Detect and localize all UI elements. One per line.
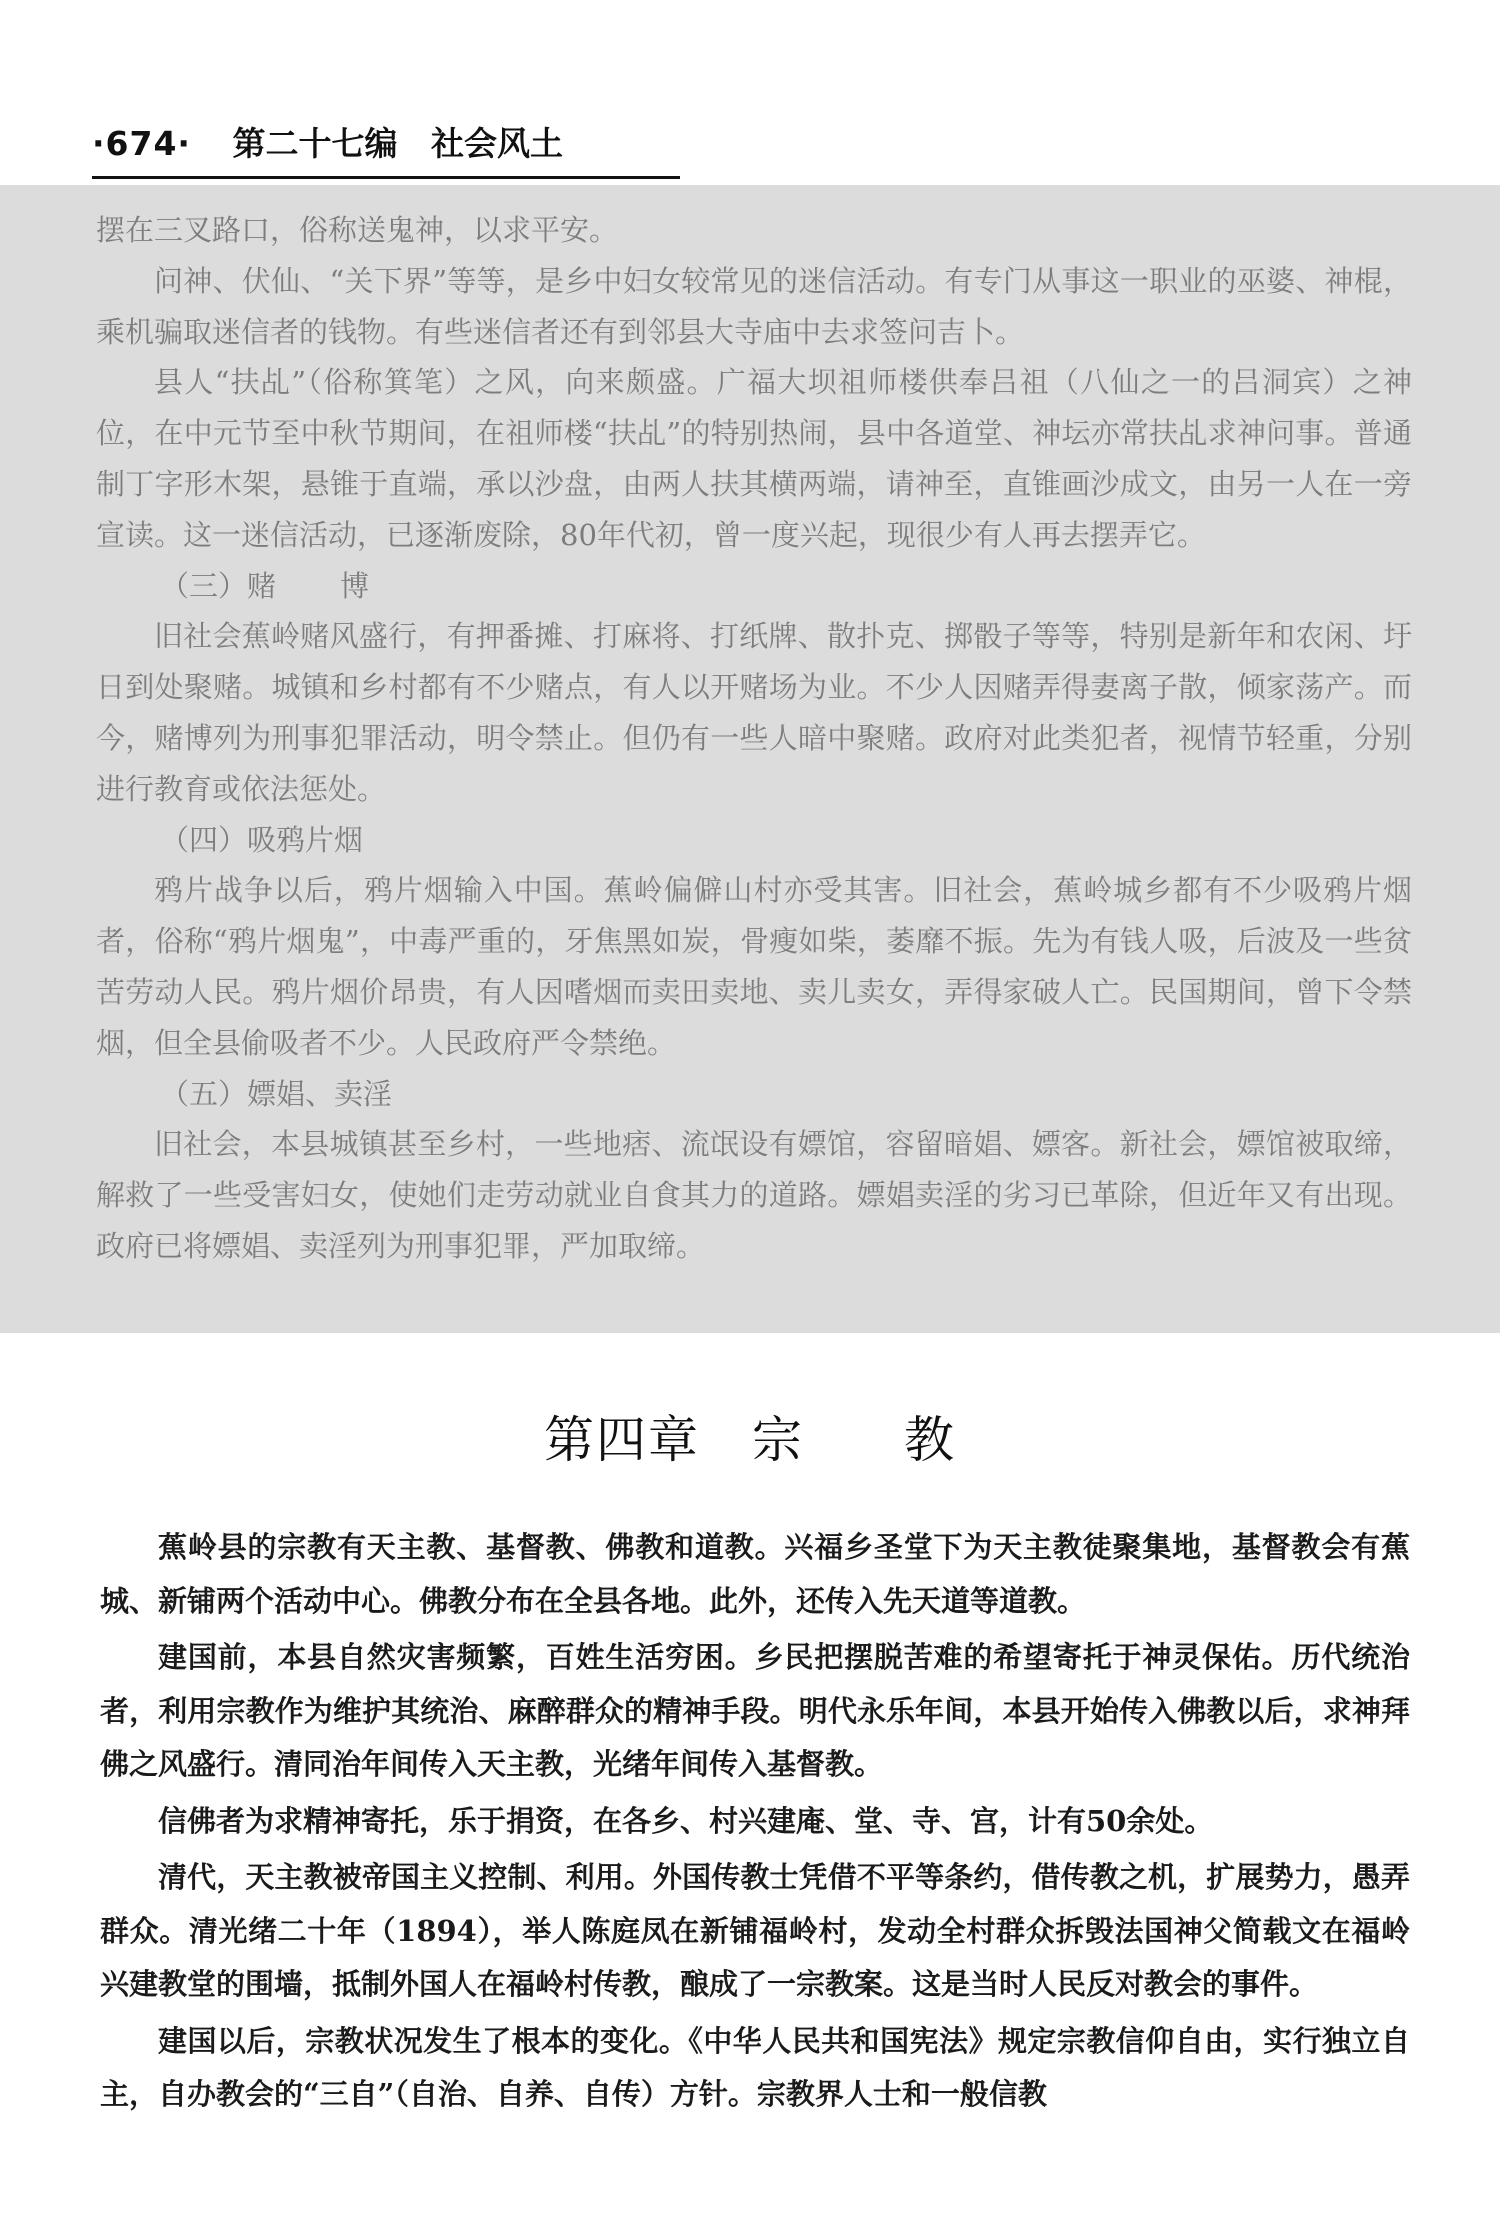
page-number: ·674·	[92, 124, 191, 163]
running-header	[92, 118, 682, 165]
subheading-part: （三）赌	[160, 568, 277, 603]
subheading-part: 博	[340, 568, 370, 603]
section-title: 社会风土	[430, 124, 563, 163]
paragraph: 建国以后，宗教状况发生了根本的变化。《中华人民共和国宪法》规定宗教信仰自由，实行独立自主，自办教会的“三自”（自治、自养、自传）方针。宗教界人士和一般信教	[100, 2023, 1410, 2111]
part-title: 第二十七编	[232, 124, 398, 163]
paragraph: 县人“扶乩”（俗称箕笔）之风，向来颇盛。广福大坝祖师楼供奉吕祖（八仙之一的吕洞宾）之神位，在中元节至中秋节期间，在祖师楼“扶乩”的特别热闹，县中各道堂、神坛亦常扶乩求神问事。普通制丁字形木架，悬锥于直端，承以沙盘，由两人扶其横两端，请神至，直锥画沙成文，由另一人在一旁宣读。这一迷信活动，已逐渐废除，80年代初，曾一度兴起，现很少有人再去摆弄它。	[96, 365, 1412, 552]
chapter-title-char: 教	[904, 1411, 956, 1469]
paragraph: 清代，天主教被帝国主义控制、利用。外国传教士凭借不平等条约，借传教之机，扩展势力，愚弄群众。清光绪二十年（1894），举人陈庭凤在新铺福岭村，发动全村群众拆毁法国神父简载文在福岭兴建教堂的围墙，抵制外国人在福岭村传教，酿成了一宗教案。这是当时人民反对教会的事件。	[100, 1860, 1410, 2001]
paragraph: 问神、伏仙、“关下界”等等，是乡中妇女较常见的迷信活动。有专门从事这一职业的巫婆、神棍，乘机骗取迷信者的钱物。有些迷信者还有到邻县大寺庙中去求签问吉卜。	[96, 263, 1412, 349]
chapter-title-char: 宗	[752, 1411, 804, 1469]
paragraph: 鸦片战争以后，鸦片烟输入中国。蕉岭偏僻山村亦受其害。旧社会，蕉岭城乡都有不少吸鸦片烟者，俗称“鸦片烟鬼”，中毒严重的，牙焦黑如炭，骨瘦如柴，萎靡不振。先为有钱人吸，后波及一些贫苦劳动人民。鸦片烟价昂贵，有人因嗜烟而卖田卖地、卖儿卖女，弄得家破人亡。民国期间，曾下令禁烟，但全县偷吸者不少。人民政府严令禁绝。	[96, 873, 1412, 1060]
header-rule	[92, 176, 680, 179]
shaded-text-block	[96, 205, 1412, 1272]
subheading-opium: （四）吸鸦片烟	[160, 822, 364, 857]
main-text-block	[100, 1521, 1410, 2125]
chapter-number: 第四章	[544, 1411, 700, 1469]
paragraph: 信佛者为求精神寄托，乐于捐资，在各乡、村兴建庵、堂、寺、宫，计有50余处。	[158, 1803, 1214, 1838]
paragraph: 旧社会蕉岭赌风盛行，有押番摊、打麻将、打纸牌、散扑克、掷骰子等等，特别是新年和农闲、圩日到处聚赌。城镇和乡村都有不少赌点，有人以开赌场为业。不少人因赌弄得妻离子散，倾家荡产。而今，赌博列为刑事犯罪活动，明令禁止。但仍有一些人暗中聚赌。政府对此类犯者，视情节轻重，分别进行教育或依法惩处。	[96, 619, 1412, 806]
paragraph: 建国前，本县自然灾害频繁，百姓生活穷困。乡民把摆脱苦难的希望寄托于神灵保佑。历代统治者，利用宗教作为维护其统治、麻醉群众的精神手段。明代永乐年间，本县开始传入佛教以后，求神拜佛之风盛行。清同治年间传入天主教，光绪年间传入基督教。	[100, 1640, 1410, 1781]
paragraph: 摆在三叉路口，俗称送鬼神，以求平安。	[96, 213, 619, 247]
subheading-prostitution: （五）嫖娼、卖淫	[160, 1076, 393, 1111]
paragraph: 旧社会，本县城镇甚至乡村，一些地痞、流氓设有嫖馆，容留暗娼、嫖客。新社会，嫖馆被取缔，解救了一些受害妇女，使她们走劳动就业自食其力的道路。嫖娼卖淫的劣习已革除，但近年又有出现。政府已将嫖娼、卖淫列为刑事犯罪，严加取缔。	[96, 1127, 1412, 1263]
chapter-title	[0, 1400, 1500, 1472]
paragraph: 蕉岭县的宗教有天主教、基督教、佛教和道教。兴福乡圣堂下为天主教徒聚集地，基督教会有蕉城、新铺两个活动中心。佛教分布在全县各地。此外，还传入先天道等道教。	[100, 1530, 1410, 1618]
subheading-gambling	[96, 561, 1412, 612]
